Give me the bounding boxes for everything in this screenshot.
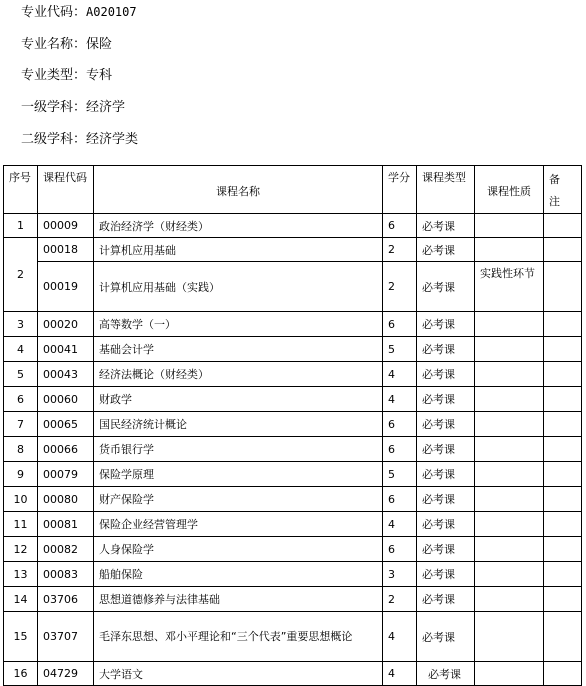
table-row [4,362,582,387]
cell-name: 毛泽东思想、邓小平理论和“三个代表”重要思想概论 [94,612,383,662]
header-note-text: 备 注 [549,173,560,208]
table-row [4,337,582,362]
cell-no: 12 [4,537,38,562]
cell-name: 保险企业经营管理学 [94,512,383,537]
table-row [4,387,582,412]
cell-no: 15 [4,612,38,662]
cell-no: 14 [4,587,38,612]
cell-nature [475,387,544,412]
table-row [4,662,582,686]
discipline-level2-line [21,132,138,148]
cell-type: 必考课 [417,462,475,487]
header-credits: 学分 [383,166,417,214]
cell-name: 思想道德修养与法律基础 [94,587,383,612]
cell-nature [475,214,544,238]
cell-code: 03706 [38,587,94,612]
cell-type: 必考课 [417,312,475,337]
cell-type: 必考课 [417,214,475,238]
cell-note [544,337,582,362]
cell-code: 00082 [38,537,94,562]
cell-type: 必考课 [417,262,475,312]
course-table [3,165,582,686]
cell-nature [475,612,544,662]
cell-credits: 6 [383,312,417,337]
cell-type: 必考课 [417,537,475,562]
discipline-level1-value: 经济学 [86,100,126,115]
cell-nature [475,412,544,437]
cell-name: 基础会计学 [94,337,383,362]
cell-no: 10 [4,487,38,512]
cell-credits: 4 [383,362,417,387]
discipline-level1-line [21,100,125,116]
cell-note [544,487,582,512]
cell-code: 00018 [38,238,94,262]
cell-note [544,587,582,612]
cell-no: 4 [4,337,38,362]
cell-code: 00009 [38,214,94,238]
cell-note [544,612,582,662]
cell-type: 必考课 [417,512,475,537]
cell-note [544,512,582,537]
cell-credits: 2 [383,587,417,612]
discipline-level1-label: 一级学科： [21,100,87,115]
cell-nature [475,487,544,512]
table-header-row [4,166,582,214]
cell-nature [475,587,544,612]
cell-name: 经济法概论（财经类） [94,362,383,387]
cell-code: 00041 [38,337,94,362]
major-name-value: 保险 [86,37,113,52]
header-no: 序号 [4,166,38,214]
cell-nature [475,312,544,337]
cell-type: 必考课 [417,238,475,262]
table-row [4,612,582,662]
cell-code: 00083 [38,562,94,587]
major-type-value: 专科 [86,68,113,83]
cell-credits: 3 [383,562,417,587]
cell-credits: 4 [383,662,417,686]
major-type-label: 专业类型： [21,68,87,83]
cell-credits: 6 [383,437,417,462]
cell-note [544,537,582,562]
cell-no: 16 [4,662,38,686]
cell-credits: 5 [383,462,417,487]
cell-no: 11 [4,512,38,537]
cell-no: 13 [4,562,38,587]
cell-note [544,262,582,312]
cell-name: 国民经济统计概论 [94,412,383,437]
cell-nature: 实践性环节 [475,262,544,312]
table-row [4,462,582,487]
cell-code: 00020 [38,312,94,337]
cell-note [544,562,582,587]
cell-type: 必考课 [417,362,475,387]
cell-note [544,312,582,337]
cell-note [544,437,582,462]
cell-name: 政治经济学（财经类） [94,214,383,238]
cell-code: 00066 [38,437,94,462]
cell-no: 1 [4,214,38,238]
major-name-line [21,37,112,53]
cell-credits: 6 [383,537,417,562]
cell-nature [475,537,544,562]
cell-credits: 4 [383,387,417,412]
cell-type: 必考课 [417,562,475,587]
cell-name: 人身保险学 [94,537,383,562]
cell-note [544,462,582,487]
table-row [4,412,582,437]
cell-type: 必考课 [417,612,475,662]
cell-name: 计算机应用基础 [94,238,383,262]
cell-nature [475,562,544,587]
cell-nature [475,337,544,362]
header-type: 课程类型 [417,166,475,214]
cell-note [544,238,582,262]
cell-code: 00065 [38,412,94,437]
cell-name: 高等数学（一） [94,312,383,337]
cell-no: 2 [4,238,38,312]
major-code-line [21,4,137,21]
cell-code: 00019 [38,262,94,312]
cell-note [544,662,582,686]
cell-no: 7 [4,412,38,437]
cell-credits: 6 [383,487,417,512]
header-nature: 课程性质 [475,166,544,214]
cell-type: 必考课 [417,437,475,462]
header-code: 课程代码 [38,166,94,214]
table-row [4,238,582,262]
cell-nature [475,238,544,262]
cell-credits: 2 [383,238,417,262]
cell-credits: 4 [383,512,417,537]
header-note [544,166,582,214]
cell-credits: 4 [383,612,417,662]
table-row [4,587,582,612]
cell-code: 00080 [38,487,94,512]
cell-no: 3 [4,312,38,337]
cell-note [544,387,582,412]
cell-name: 船舶保险 [94,562,383,587]
cell-no: 5 [4,362,38,387]
table-row [4,437,582,462]
cell-note [544,362,582,387]
cell-type: 必考课 [417,387,475,412]
cell-credits: 2 [383,262,417,312]
cell-code: 00079 [38,462,94,487]
cell-credits: 5 [383,337,417,362]
cell-no: 8 [4,437,38,462]
table-row [4,487,582,512]
cell-name: 大学语文 [94,662,383,686]
major-type-line [21,68,112,84]
cell-code: 00043 [38,362,94,387]
cell-credits: 6 [383,412,417,437]
cell-code: 00060 [38,387,94,412]
cell-type: 必考课 [417,662,475,686]
cell-code: 04729 [38,662,94,686]
discipline-level2-label: 二级学科： [21,132,87,147]
cell-name: 财产保险学 [94,487,383,512]
cell-no: 6 [4,387,38,412]
cell-name: 计算机应用基础（实践） [94,262,383,312]
cell-type: 必考课 [417,412,475,437]
cell-nature [475,662,544,686]
table-row [4,562,582,587]
major-code-value: A020107 [86,5,137,19]
cell-credits: 6 [383,214,417,238]
cell-name: 货币银行学 [94,437,383,462]
table-row [4,262,582,312]
table-row [4,537,582,562]
table-row [4,214,582,238]
cell-code: 00081 [38,512,94,537]
cell-type: 必考课 [417,487,475,512]
cell-type: 必考课 [417,587,475,612]
cell-code: 03707 [38,612,94,662]
cell-nature [475,362,544,387]
cell-nature [475,437,544,462]
table-row [4,512,582,537]
cell-nature [475,512,544,537]
cell-type: 必考课 [417,337,475,362]
table-row [4,312,582,337]
major-code-label: 专业代码： [21,5,87,20]
discipline-level2-value: 经济学类 [86,132,139,147]
cell-no: 9 [4,462,38,487]
cell-note [544,412,582,437]
cell-note [544,214,582,238]
header-name: 课程名称 [94,166,383,214]
major-name-label: 专业名称： [21,37,87,52]
cell-name: 保险学原理 [94,462,383,487]
cell-nature [475,462,544,487]
cell-name: 财政学 [94,387,383,412]
